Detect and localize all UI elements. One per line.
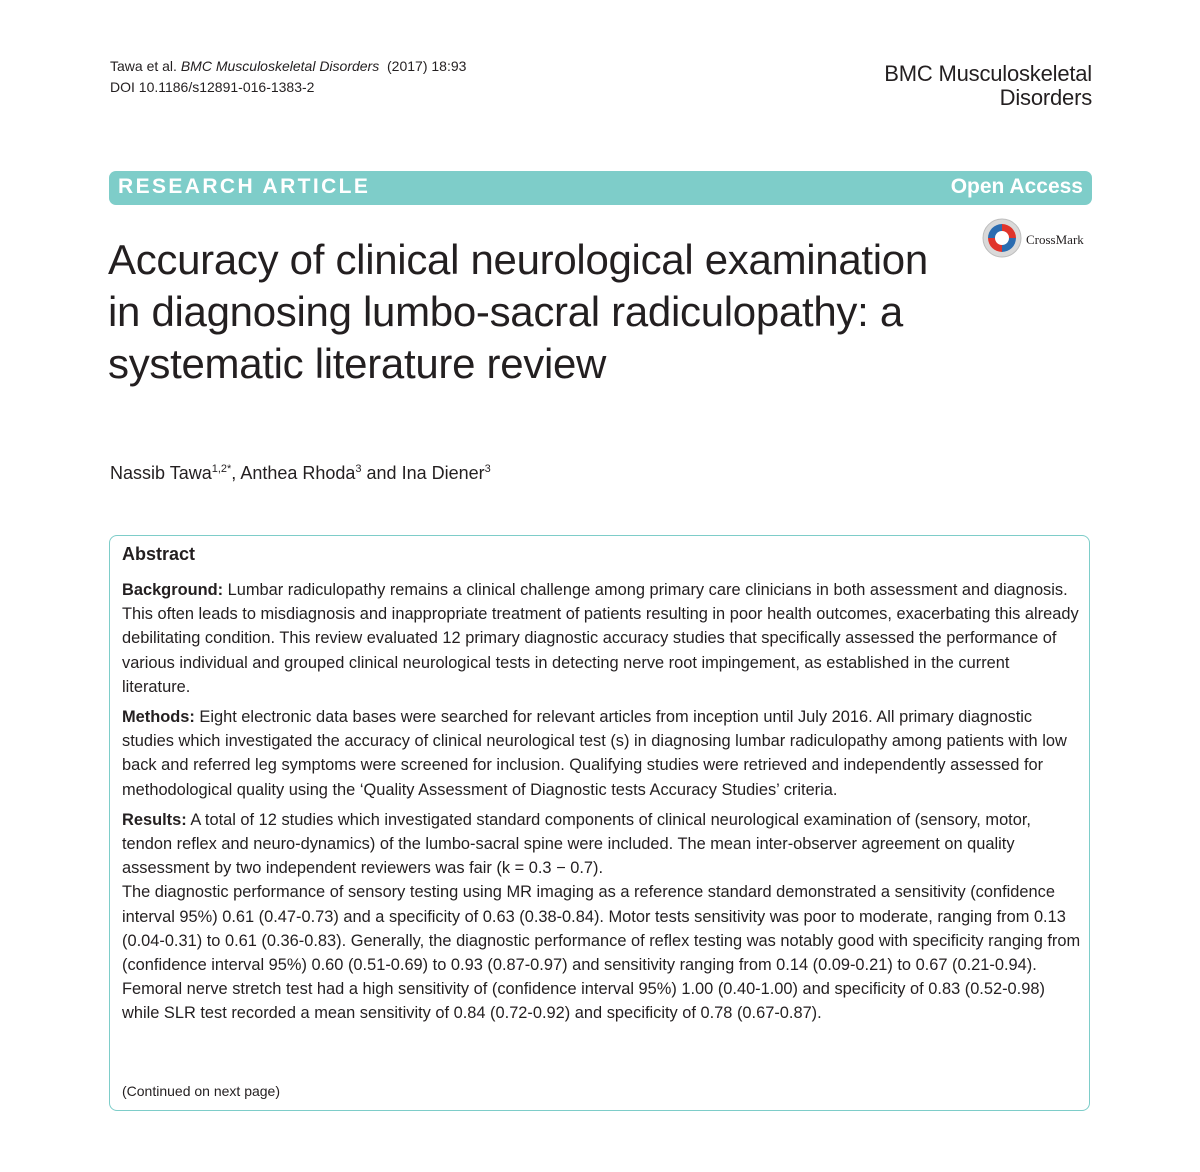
crossmark-badge[interactable] [982, 220, 1084, 260]
section-label: Background: [122, 581, 224, 599]
section-label: Results: [122, 810, 187, 829]
abstract-body [122, 578, 1082, 1032]
article-type-banner [109, 171, 1092, 205]
journal-logo [884, 62, 1092, 110]
citation-header [110, 56, 466, 98]
author-name[interactable]: Nassib Tawa [110, 463, 212, 483]
abstract-results [122, 808, 1082, 881]
section-text: Lumbar radiculopathy remains a clinical challenge among primary care clinicians in both assessment and diagnosis. This often leads to misdiagnosis and inappropriate treatment of patients resulting in poor health outcomes, exacerbating this already debilitating condition. This review evaluated 12 primary diagnostic accuracy studies that specifically assessed the performance of various individual and grouped clinical neurological tests in detecting nerve root impingement, as established in the current literature. [122, 581, 1079, 696]
section-text: A total of 12 studies which investigated standard components of clinical neurological examination of (sensory, motor, tendon reflex and neuro-dynamics) of the lumbo-sacral spine were included. The mean inter-observer agreement on quality assessment by two independent reviewers was fair (k = 0.3 − 0.7). [122, 810, 1031, 878]
author-affiliation: 1,2* [211, 463, 232, 475]
abstract-heading: Abstract [122, 544, 196, 564]
section-text: Eight electronic data bases were searched for relevant articles from inception until July 2016. All primary diagnostic studies which investigated the accuracy of clinical neurological test (s) in diagnosing lumbar radiculopathy among patients with low back and referred leg symptoms were screened for inclusion. Qualifying studies were retrieved and independently assessed for methodological quality using the ‘Quality Assessment of Diagnostic tests Accuracy Studies’ criteria. [122, 708, 1067, 799]
author-list [110, 463, 491, 484]
author-affiliation: 3 [355, 463, 362, 475]
open-access-label: Open Access [950, 175, 1083, 198]
citation-year-volume: (2017) 18:93 [387, 58, 467, 74]
crossmark-label: CrossMark [1026, 232, 1084, 247]
abstract-background [122, 578, 1082, 699]
author-name[interactable]: Anthea Rhoda [240, 463, 356, 483]
section-label: Methods: [122, 708, 195, 727]
author-name[interactable]: Ina Diener [401, 463, 485, 483]
abstract-methods [122, 705, 1082, 802]
crossmark-icon [982, 218, 1022, 263]
citation-line [110, 56, 466, 77]
article-title: Accuracy of clinical neurological examination in diagnosing lumbo-sacral radiculopathy: a systematic literature review [108, 236, 928, 387]
journal-name-line1: BMC Musculoskeletal [884, 61, 1092, 86]
journal-name-line2: Disorders [999, 85, 1092, 110]
author-affiliation: 3 [484, 463, 491, 475]
author-separator: , [231, 463, 241, 483]
citation-journal: BMC Musculoskeletal Disorders [180, 58, 380, 74]
author-separator: and [361, 463, 402, 483]
citation-authors: Tawa et al. [110, 58, 177, 74]
doi-link[interactable]: DOI 10.1186/s12891-016-1383-2 [110, 79, 315, 95]
continued-note: (Continued on next page) [122, 1083, 280, 1099]
abstract-results-continued: The diagnostic performance of sensory testing using MR imaging as a reference standard demonstrated a sensitivity (confidence interval 95%) 0.61 (0.47-0.73) and a specificity of 0.63 (0.38-0.84). Motor tests sensitivity was poor to moderate, ranging from 0.13 (0.04-0.31) to 0.61 (0.36-0.83). Generally, the diagnostic performance of reflex testing was notably good with specificity ranging from (confidence interval 95%) 0.60 (0.51-0.69) to 0.93 (0.87-0.97) and sensitivity ranging from 0.14 (0.09-0.21) to 0.67 (0.21-0.94). Femoral nerve stretch test had a high sensitivity of (confidence interval 95%) 1.00 (0.40-1.00) and specificity of 0.83 (0.52-0.98) while SLR test recorded a mean sensitivity of 0.84 (0.72-0.92) and specificity of 0.78 (0.67-0.87). [122, 883, 1081, 1023]
article-type-label: RESEARCH ARTICLE [118, 175, 371, 198]
